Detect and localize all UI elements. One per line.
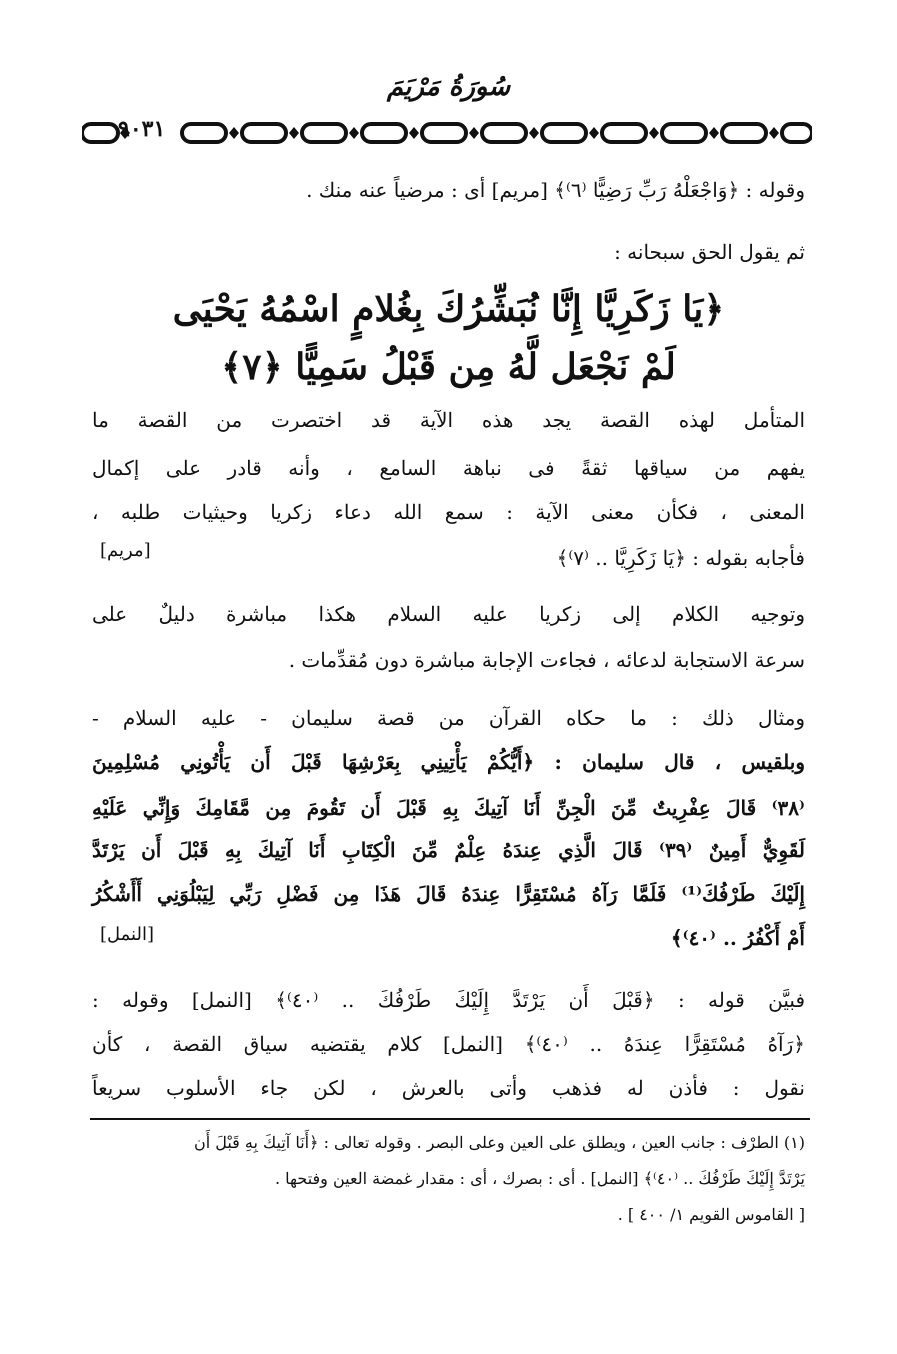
chain-ornament-divider	[82, 118, 812, 148]
paragraph-line: سرعة الاستجابة لدعائه ، فجاءت الإجابة مباشرة دون مُقدِّمات .	[288, 648, 805, 672]
paragraph-line: نقول : فأذن له فذهب وأتى بالعرش ، لكن جاء الأسلوب سريعاً	[92, 1076, 805, 1100]
surah-title: سُورَةُ مَرْيَمَ	[386, 72, 511, 102]
paragraph-line: ومثال ذلك : ما حكاه القرآن من قصة سليمان - عليه السلام -	[92, 706, 805, 730]
paragraph-line: وتوجيه الكلام إلى زكريا عليه السلام هكذا مباشرة دليلٌ على	[92, 602, 805, 626]
footnote-line: [ القاموس القويم ١/ ٤٠٠ ] .	[617, 1205, 805, 1224]
paragraph-line: المعنى ، فكأن معنى الآية : سمع الله دعاء زكريا وحيثيات طلبه ،	[92, 500, 805, 524]
paragraph-line: فأجابه بقوله : ﴿يَا زَكَرِيَّا .. ⁽٧⁾﴾	[556, 546, 805, 570]
quran-verse-line: إِلَيْكَ طَرْفُكَ⁽¹⁾ فَلَمَّا رَآهُ مُسْتَقِرًّا عِندَهُ قَالَ هَذَا مِن فَضْلِ رَبِّي لِيَبْلُوَنِي أَأَشْكُرُ	[92, 882, 805, 906]
quran-verse-line: ﴿يَا زَكَرِيَّا إِنَّا نُبَشِّرُكَ بِغُلامٍ اسْمُهُ يَحْيَى	[172, 288, 725, 330]
paragraph-line: المتأمل لهذه القصة يجد هذه الآية قد اختصرت من القصة ما	[92, 408, 805, 432]
paragraph-line: وبلقيس ، قال سليمان : ﴿أَيُّكُمْ يَأْتِينِي بِعَرْشِهَا قَبْلَ أَن يَأْتُونِي مُسْلِمِينَ	[92, 750, 805, 774]
quran-verse-line: لَمْ نَجْعَل لَّهُ مِن قَبْلُ سَمِيًّا ﴿٧﴾	[221, 346, 676, 388]
surah-reference: [النمل]	[100, 924, 154, 945]
quran-verse-line: لَقَوِيٌّ أَمِينٌ ⁽٣٩⁾ قَالَ الَّذِي عِندَهُ عِلْمٌ مِّنَ الْكِتَابِ أَنَا آتِيكَ بِهِ قَبْلَ أَن يَرْتَدَّ	[92, 838, 806, 862]
paragraph-line: وقوله : ﴿وَاجْعَلْهُ رَبِّ رَضِيًّا ⁽٦⁾﴾ [مريم] أى : مرضياً عنه منك .	[306, 178, 805, 202]
paragraph-line: فبيَّن قوله : ﴿قَبْلَ أَن يَرْتَدَّ إِلَيْكَ طَرْفُكَ .. ⁽٤٠⁾﴾ [النمل] وقوله :	[92, 988, 806, 1012]
footnote-line: (١) الطرْف : جانب العين ، ويطلق على العين وعلى البصر . وقوله تعالى : ﴿أَنَا آتِيكَ بِهِ قَبْلَ أَن	[193, 1133, 805, 1152]
page-number: ٩٠٣١	[118, 116, 166, 142]
paragraph-line: ثم يقول الحق سبحانه :	[614, 240, 805, 264]
paragraph-line: يفهم من سياقها ثقةً فى نباهة السامع ، وأنه قادر على إكمال	[92, 456, 805, 480]
quran-verse-line: أَمْ أَكْفُرُ .. ⁽٤٠⁾﴾	[670, 926, 805, 950]
footnote-line: يَرْتَدَّ إِلَيْكَ طَرْفُكَ .. ⁽٤٠⁾﴾ [النمل] . أى : بصرك ، أى : مقدار غمضة العين وفتحها .	[274, 1169, 805, 1188]
paragraph-line: ﴿رَآهُ مُسْتَقِرًّا عِندَهُ .. ⁽٤٠⁾﴾ [النمل] كلام يقتضيه سياق القصة ، كأن	[92, 1032, 805, 1056]
footnote-separator	[90, 1118, 810, 1120]
quran-verse-line: ⁽٣٨⁾ قَالَ عِفْرِيتٌ مِّنَ الْجِنِّ أَنَا آتِيكَ بِهِ قَبْلَ أَن تَقُومَ مِن مَّقَامِكَ وَإِنِّي عَلَيْهِ	[92, 796, 805, 820]
surah-reference: [مريم]	[100, 540, 151, 561]
